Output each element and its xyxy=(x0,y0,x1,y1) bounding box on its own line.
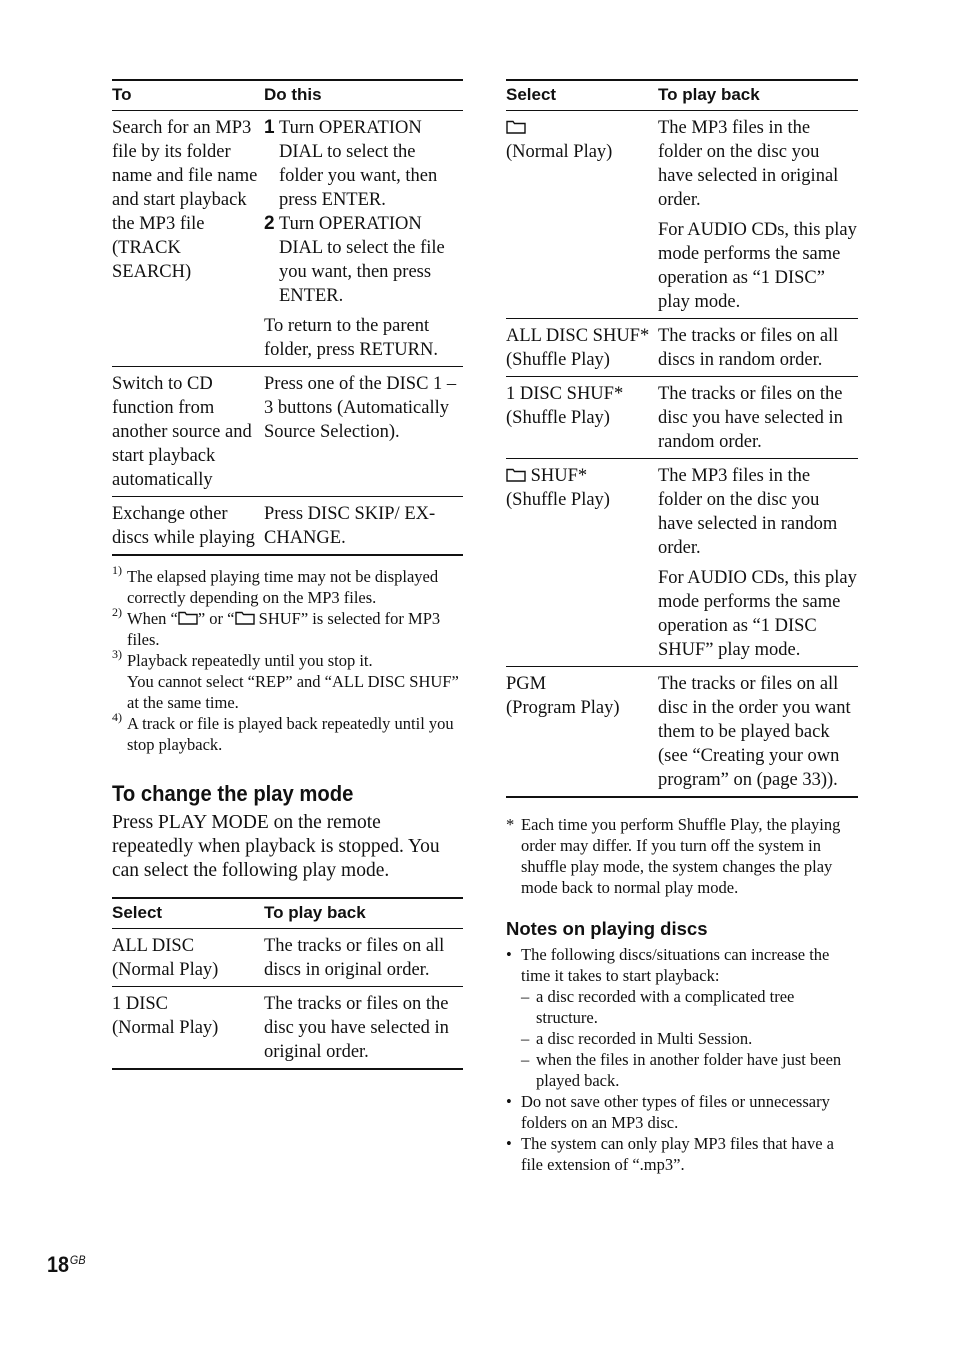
list-item xyxy=(521,986,858,1028)
step-number: 1 xyxy=(264,117,275,138)
mode-name: ALL DISC xyxy=(112,936,195,956)
table-row xyxy=(506,377,858,459)
instruction-cell: Press one of the DISC 1 – 3 buttons (Automatically Source Selection). xyxy=(264,367,463,497)
description-cell: The tracks or files on the disc you have selected in original order. xyxy=(264,987,463,1070)
description-cell xyxy=(658,111,858,319)
bullet: • xyxy=(506,1134,512,1153)
left-column xyxy=(112,79,463,1070)
play-mode-table-right xyxy=(506,79,858,798)
step-number: 2 xyxy=(264,213,275,234)
footnote-mark: 4) xyxy=(112,710,122,724)
column-header-play-back: To play back xyxy=(658,80,858,111)
page-number-value: 18 xyxy=(47,1252,70,1277)
asterisk-text: Each time you perform Shuffle Play, the playing order may differ. If you turn off the system in shuffle play mode, the system changes the play mode back to normal play mode. xyxy=(521,815,841,897)
column-header-do-this: Do this xyxy=(264,80,463,111)
list-item-text: The system can only play MP3 files that have a file extension of “.mp3”. xyxy=(521,1134,834,1174)
table-row xyxy=(506,319,858,377)
mode-type: (Program Play) xyxy=(506,698,620,718)
footnote-text: ” or “ xyxy=(197,609,235,628)
dash: – xyxy=(521,1029,530,1048)
description-cell: The tracks or files on all discs in original order. xyxy=(264,929,463,987)
footnote-4 xyxy=(112,710,463,755)
sub-list xyxy=(521,986,858,1091)
bullet: • xyxy=(506,945,512,964)
footnote-text: You cannot select “REP” and “ALL DISC SHUF” at the same time. xyxy=(127,672,459,712)
folder-icon xyxy=(178,611,198,625)
table-row xyxy=(112,111,463,367)
asterisk-note xyxy=(506,814,858,898)
list-item xyxy=(521,1049,858,1091)
mode-type: (Shuffle Play) xyxy=(506,408,610,428)
step-2 xyxy=(264,212,463,308)
list-item xyxy=(506,1091,858,1133)
description-cell: The tracks or files on the disc you have selected in random order. xyxy=(658,377,858,459)
footnote-text: The elapsed playing time may not be displayed correctly depending on the MP3 files. xyxy=(127,567,439,607)
description-cell: The tracks or files on all disc in the order you want them to be played back (see “Creating your own program” on (page 33)). xyxy=(658,667,858,798)
action-cell: Exchange other discs while playing xyxy=(112,497,264,556)
footnote-text: SHUF” is selected for MP3 files. xyxy=(127,609,441,649)
footnote-text: When “ xyxy=(127,609,178,628)
list-item-text: when the files in another folder have just been played back. xyxy=(536,1050,842,1090)
list-item xyxy=(506,944,858,1091)
table-row xyxy=(112,987,463,1070)
instruction-cell xyxy=(264,111,463,367)
step-text: Turn OPERATION DIAL to select the folder you want, then press ENTER. xyxy=(279,118,438,210)
mode-type: (Normal Play) xyxy=(506,142,613,162)
table-row xyxy=(506,667,858,798)
mode-name: 1 DISC SHUF* xyxy=(506,384,624,404)
right-column xyxy=(506,79,858,1175)
description-cell xyxy=(658,459,858,667)
page-number-suffix: GB xyxy=(69,1253,86,1267)
table-row xyxy=(112,929,463,987)
column-header-play-back: To play back xyxy=(264,898,463,929)
mode-cell xyxy=(506,111,658,319)
step-1 xyxy=(264,116,463,212)
footnote-text: A track or file is played back repeatedly until you stop playback. xyxy=(127,714,454,754)
description-cell: The tracks or files on all discs in random order. xyxy=(658,319,858,377)
action-cell: Switch to CD function from another source and start playback automatically xyxy=(112,367,264,497)
notes-list xyxy=(506,944,858,1175)
list-item-text: The following discs/situations can increase the time it takes to start playback: xyxy=(521,945,830,985)
dash: – xyxy=(521,987,530,1006)
mode-cell xyxy=(112,987,264,1070)
mode-cell xyxy=(506,459,658,667)
table-row xyxy=(112,367,463,497)
folder-icon xyxy=(506,468,526,482)
footnote-3 xyxy=(112,647,463,713)
notes-heading: Notes on playing discs xyxy=(506,918,708,939)
description-note: For AUDIO CDs, this play mode performs the same operation as “1 DISC SHUF” play mode. xyxy=(658,568,857,660)
list-item xyxy=(506,1133,858,1175)
mode-cell xyxy=(506,667,658,798)
footnote-mark: 1) xyxy=(112,563,122,577)
list-item-text: Do not save other types of files or unnecessary folders on an MP3 disc. xyxy=(521,1092,830,1132)
section-heading: To change the play mode xyxy=(112,781,354,806)
column-header-select: Select xyxy=(506,80,658,111)
table-row xyxy=(506,459,858,667)
dash: – xyxy=(521,1050,530,1069)
footnote-mark: 3) xyxy=(112,647,122,661)
footnote-1 xyxy=(112,563,463,608)
mode-type: (Normal Play) xyxy=(112,1018,219,1038)
bullet: • xyxy=(506,1092,512,1111)
mode-name: PGM xyxy=(506,674,547,694)
step-text: Turn OPERATION DIAL to select the file you want, then press ENTER. xyxy=(279,214,445,306)
table-row xyxy=(112,497,463,556)
description-text: The MP3 files in the folder on the disc you have selected in original order. xyxy=(658,118,839,210)
mode-type: (Shuffle Play) xyxy=(506,490,610,510)
footnote-text: Playback repeatedly until you stop it. xyxy=(127,651,373,670)
list-item-text: a disc recorded with a complicated tree structure. xyxy=(536,987,795,1027)
list-item-text: a disc recorded in Multi Session. xyxy=(536,1029,753,1048)
column-header-select: Select xyxy=(112,898,264,929)
mode-type: (Shuffle Play) xyxy=(506,350,610,370)
mode-type: (Normal Play) xyxy=(112,960,219,980)
folder-icon xyxy=(506,120,526,134)
table-row xyxy=(506,111,858,319)
section-body: Press PLAY MODE on the remote repeatedly when playback is stopped. You can select the following play mode. xyxy=(112,812,440,881)
mode-cell xyxy=(506,377,658,459)
mode-name: SHUF* xyxy=(526,466,588,486)
footnote-2 xyxy=(112,605,463,650)
instruction-cell: Press DISC SKIP/ EX-CHANGE. xyxy=(264,497,463,556)
operations-table xyxy=(112,79,463,556)
mode-name: ALL DISC SHUF* xyxy=(506,326,650,346)
column-header-to: To xyxy=(112,80,264,111)
action-cell: Search for an MP3 file by its folder name and file name and start playback the MP3 file (TRACK SEARCH) xyxy=(112,111,264,367)
page-number xyxy=(47,1252,86,1278)
footnote-mark: 2) xyxy=(112,605,122,619)
play-mode-table-left xyxy=(112,897,463,1070)
asterisk-mark: * xyxy=(506,815,515,834)
mode-cell xyxy=(112,929,264,987)
mode-cell xyxy=(506,319,658,377)
description-text: The MP3 files in the folder on the disc you have selected in random order. xyxy=(658,466,838,558)
footnotes xyxy=(112,563,463,755)
list-item xyxy=(521,1028,858,1049)
folder-icon xyxy=(235,611,255,625)
description-note: For AUDIO CDs, this play mode performs the same operation as “1 DISC” play mode. xyxy=(658,220,857,312)
step-note: To return to the parent folder, press RETURN. xyxy=(264,316,438,360)
mode-name: 1 DISC xyxy=(112,994,169,1014)
